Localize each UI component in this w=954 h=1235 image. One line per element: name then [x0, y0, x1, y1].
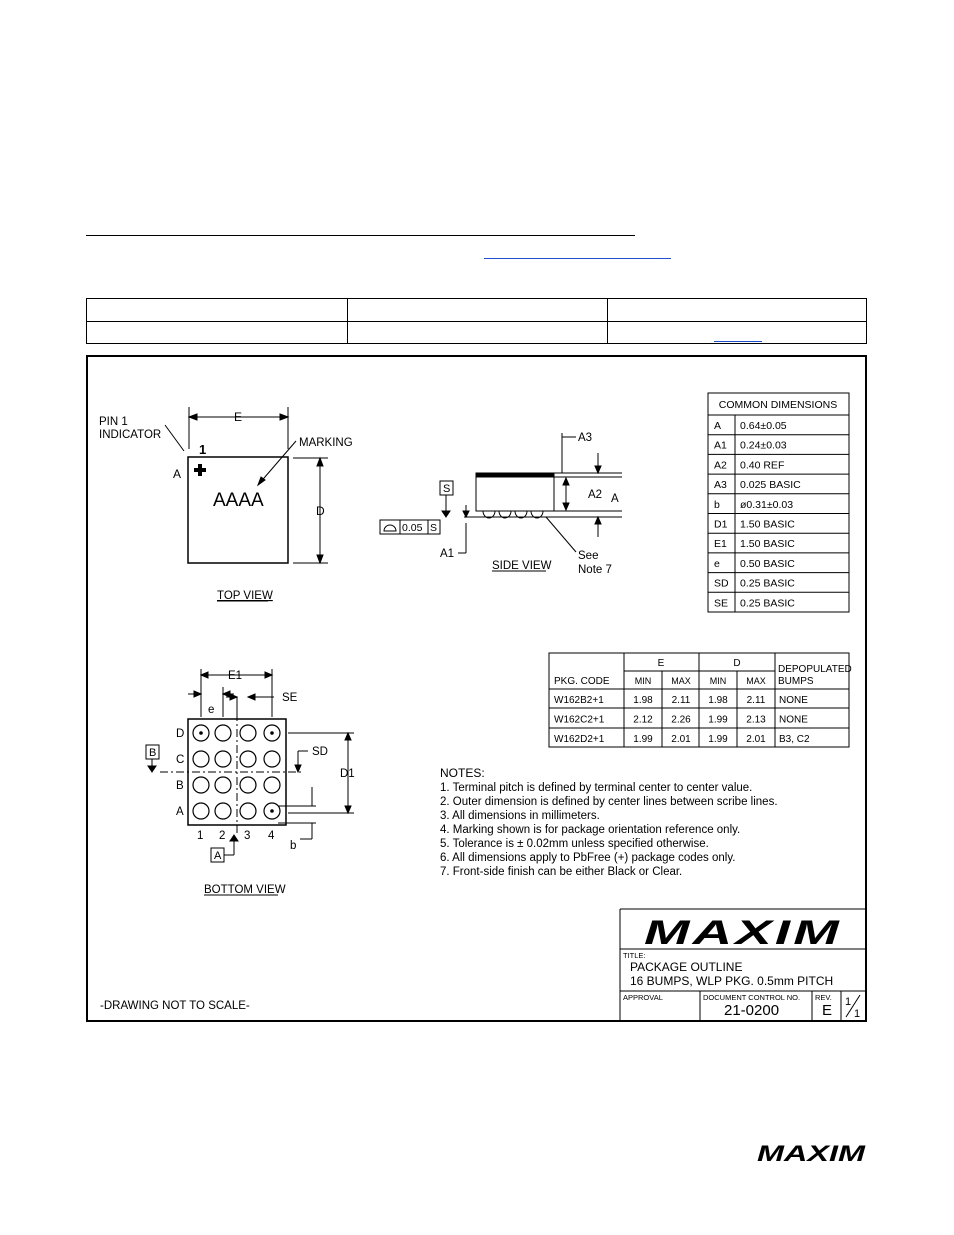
row-label: D — [176, 728, 185, 740]
approval-label: APPROVAL — [623, 993, 663, 1002]
pkg-cell-d_min: 1.99 — [708, 734, 728, 745]
datum-a-label: A — [214, 850, 222, 862]
title-block — [620, 909, 865, 1020]
col-label: 3 — [244, 830, 251, 842]
col-pkg-code: PKG. CODE — [554, 676, 610, 687]
bump-center-dot — [271, 732, 274, 735]
bump — [193, 777, 209, 793]
maxim-logo: MAXIM — [644, 914, 842, 952]
cd-value: 0.25 BASIC — [740, 577, 795, 590]
dim-a-label: A — [611, 493, 619, 505]
package-outline-drawing — [86, 355, 867, 1022]
datum-triangle — [148, 766, 156, 772]
note-item: 1. Terminal pitch is defined by terminal center to center value. — [440, 782, 753, 794]
dim-a2-label: A2 — [588, 489, 603, 501]
pkg-cell-e_min: 2.12 — [633, 714, 653, 726]
pkg-cell-e_max: 2.01 — [671, 734, 691, 745]
pkg-cell-code: W162B2+1 — [554, 695, 604, 706]
marking-text: AAAA — [213, 490, 264, 511]
pkg-cell-depop: NONE — [779, 714, 808, 726]
header-link-underline[interactable] — [484, 258, 671, 259]
rev-label: REV. — [815, 993, 832, 1002]
dim-sd-label: SD — [312, 746, 328, 758]
table-divider — [87, 321, 866, 322]
bump — [240, 725, 256, 741]
bump — [215, 751, 231, 767]
cd-symbol: A1 — [714, 439, 727, 452]
cd-value: ø0.31±0.03 — [740, 498, 794, 511]
pkg-cell-d_min: 1.98 — [708, 695, 728, 706]
footer-maxim-logo — [757, 1140, 867, 1166]
cd-value: 1.50 BASIC — [740, 538, 795, 551]
dim-e1-label: E1 — [228, 670, 243, 682]
cd-symbol: E1 — [714, 538, 727, 551]
col-min: MIN — [634, 676, 652, 686]
pkg-cell-e_min: 1.98 — [633, 695, 653, 706]
bump — [193, 803, 209, 819]
pkg-cell-e_min: 1.99 — [633, 734, 653, 745]
row-label: A — [173, 467, 182, 481]
note-item: 3. All dimensions in millimeters. — [440, 810, 600, 822]
bump — [240, 751, 256, 767]
flatness-icon — [384, 525, 396, 531]
notes — [440, 766, 778, 878]
dim-d-label: D — [316, 504, 325, 518]
cd-symbol: b — [714, 498, 720, 511]
pin-number: 1 — [199, 442, 207, 457]
pin1-label: PIN 1 — [99, 416, 128, 428]
cd-value: 0.40 REF — [740, 459, 785, 472]
sheet-number: 1 — [845, 996, 852, 1008]
see-note: Note 7 — [578, 564, 612, 576]
pkg-code-table — [549, 653, 852, 747]
side-view — [380, 432, 622, 576]
header-rule — [86, 235, 635, 236]
dim-arrows — [194, 691, 230, 697]
pkg-cell-e_max: 2.11 — [671, 695, 691, 706]
dim-arrows — [463, 511, 469, 517]
pkg-cell-d_max: 2.11 — [746, 695, 766, 706]
flatness-ref: S — [430, 522, 438, 534]
col-e: E — [657, 658, 665, 669]
cd-symbol: A2 — [714, 459, 727, 472]
dim-a1-label: A1 — [440, 548, 455, 560]
bump — [264, 777, 280, 793]
pkg-cell-depop: NONE — [779, 695, 808, 706]
cd-value: 0.64±0.05 — [740, 420, 787, 432]
bottom-view — [146, 669, 355, 896]
leader-line — [165, 425, 184, 451]
cd-symbol: A — [714, 420, 722, 432]
title-line2: 16 BUMPS, WLP PKG. 0.5mm PITCH — [630, 974, 834, 988]
title-label: TITLE: — [623, 951, 646, 960]
cd-value: 0.25 BASIC — [740, 597, 795, 610]
pkg-cell-code: W162D2+1 — [554, 734, 605, 745]
top-view — [99, 407, 353, 602]
bump — [240, 777, 256, 793]
bump — [215, 725, 231, 741]
rev-value: E — [822, 1002, 833, 1019]
row-label: B — [176, 780, 184, 792]
bump — [215, 777, 231, 793]
dim-e-label: e — [208, 704, 215, 716]
cd-symbol: SE — [714, 597, 729, 610]
note-item: 6. All dimensions apply to PbFree (+) package codes only. — [440, 852, 736, 864]
side-view-body — [476, 477, 554, 511]
bump-center-dot — [271, 810, 274, 813]
footer-logo-text: MAXIM — [757, 1141, 866, 1166]
bump — [215, 803, 231, 819]
dim-a3-label: A3 — [578, 432, 593, 444]
footer-logo-svg — [757, 1140, 867, 1166]
notes-title: NOTES: — [440, 766, 485, 780]
bump — [193, 751, 209, 767]
note-item: 4. Marking shown is for package orientation reference only. — [440, 824, 741, 836]
top-view-title: TOP VIEW — [217, 590, 273, 602]
note-item: 2. Outer dimension is defined by center lines between scribe lines. — [440, 796, 778, 808]
common-dim-header: COMMON DIMENSIONS — [718, 399, 838, 411]
datum-triangle — [230, 835, 238, 841]
row-label: A — [176, 806, 184, 818]
col-label: 4 — [268, 830, 275, 842]
pkg-cell-e_max: 2.26 — [671, 714, 691, 726]
bump-center-dot — [200, 732, 203, 735]
doc-control-number: 21-0200 — [724, 1002, 780, 1019]
col-label: 1 — [197, 830, 204, 842]
pin1-label: INDICATOR — [99, 429, 162, 441]
dim-arrows — [295, 765, 301, 772]
flatness-tolerance: 0.05 — [402, 522, 423, 534]
cd-value: 0.50 BASIC — [740, 557, 795, 570]
drawing-canvas — [88, 357, 865, 1020]
col-max: MAX — [671, 676, 691, 686]
dim-b-label: b — [290, 840, 297, 852]
dim-d1-label: D1 — [340, 768, 355, 780]
datum-b-label: B — [149, 747, 157, 759]
pkg-cell-depop: B3, C2 — [779, 734, 810, 745]
cd-value: 1.50 BASIC — [740, 518, 795, 531]
side-view-title: SIDE VIEW — [492, 560, 552, 572]
bottom-view-title: BOTTOM VIEW — [204, 884, 286, 896]
cd-symbol: A3 — [714, 479, 727, 492]
col-depop: BUMPS — [778, 676, 814, 687]
cd-value: 0.025 BASIC — [740, 479, 801, 492]
cd-symbol: SD — [714, 577, 729, 590]
pkg-cell-d_max: 2.13 — [746, 714, 766, 726]
dim-se-label: SE — [282, 692, 298, 704]
leader-line — [546, 517, 576, 552]
pkg-cell-code: W162C2+1 — [554, 714, 605, 726]
col-d: D — [733, 658, 741, 669]
table-column-divider — [607, 299, 608, 343]
pkg-cell-d_max: 2.01 — [746, 734, 766, 745]
marking-label: MARKING — [299, 437, 353, 449]
doc-control-label: DOCUMENT CONTROL NO. — [703, 993, 801, 1002]
datum-s-label: S — [443, 483, 451, 495]
see-note: See — [578, 550, 599, 562]
col-depop: DEPOPULATED — [778, 664, 852, 675]
package-info-table — [86, 298, 867, 344]
table-column-divider — [347, 299, 348, 343]
cd-symbol: D1 — [714, 518, 728, 531]
pkg-cell-d_min: 1.99 — [708, 714, 728, 726]
not-to-scale-note: -DRAWING NOT TO SCALE- — [100, 1000, 250, 1012]
bump — [264, 751, 280, 767]
plus-icon — [194, 464, 206, 476]
col-max: MAX — [746, 676, 766, 686]
common-dimensions-table — [708, 393, 849, 612]
datum-triangle — [442, 511, 450, 517]
title-line1: PACKAGE OUTLINE — [630, 960, 743, 974]
table-link-underline[interactable] — [714, 341, 762, 342]
dim-e-label: E — [234, 410, 243, 424]
note-item: 7. Front-side finish can be either Black or Clear. — [440, 866, 683, 878]
dim-arrows — [230, 694, 255, 700]
note-item: 5. Tolerance is ± 0.02mm unless specified otherwise. — [440, 838, 709, 850]
bump — [240, 803, 256, 819]
sheet-total: 1 — [854, 1008, 861, 1020]
row-label: C — [176, 754, 185, 766]
leader-line — [258, 441, 296, 485]
side-view-top-finish — [476, 473, 554, 477]
cd-value: 0.24±0.03 — [740, 439, 787, 452]
cd-symbol: e — [714, 557, 720, 570]
col-label: 2 — [219, 830, 226, 842]
col-min: MIN — [709, 676, 727, 686]
